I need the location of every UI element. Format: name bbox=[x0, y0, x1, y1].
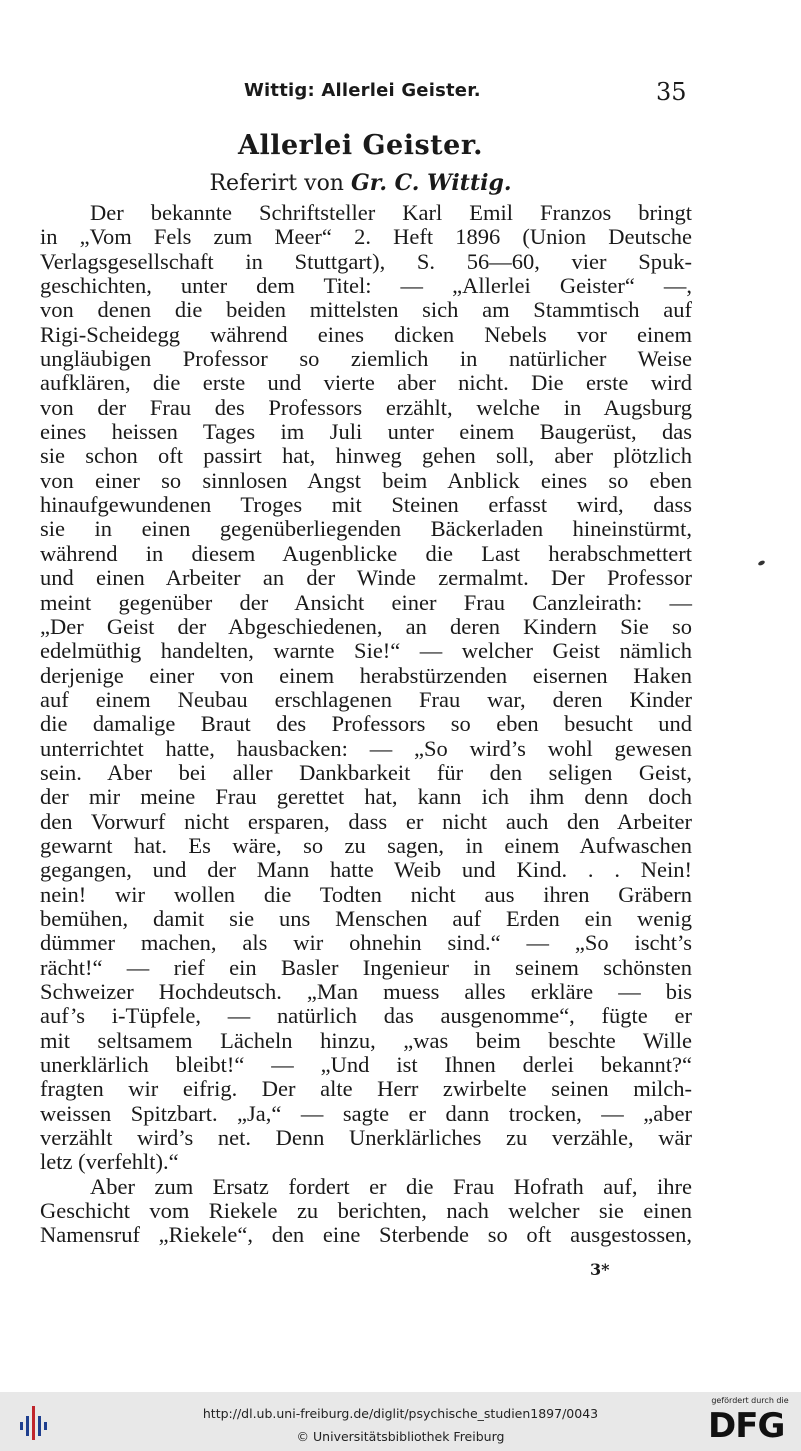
dfg-logo: DFG bbox=[708, 1406, 785, 1446]
scan-speck bbox=[757, 560, 765, 567]
running-title: Wittig: Allerlei Geister. bbox=[244, 80, 481, 101]
text-line: Geschicht vom Riekele zu berichten, nach welcher sie einen bbox=[40, 1198, 692, 1224]
text-line: sein. Aber bei aller Dankbarkeit für den seligen Geist, bbox=[40, 759, 692, 785]
text-line: gewarnt hat. Es wäre, so zu sagen, in einem Aufwaschen bbox=[40, 832, 692, 858]
text-line: Verlagsgesellschaft in Stuttgart), S. 56—60, vier Spuk- bbox=[40, 248, 692, 274]
byline-author: Gr. C. Wittig. bbox=[350, 170, 512, 196]
text-line: sie in einen gegenüberliegenden Bäckerladen hineinstürmt, bbox=[40, 516, 692, 542]
text-line: Der bekannte Schriftsteller Karl Emil Franzos bringt bbox=[90, 200, 692, 225]
text-line: rächt!“ — rief ein Basler Ingenieur in seinem schönsten bbox=[40, 954, 692, 980]
text-line: in „Vom Fels zum Meer“ 2. Heft 1896 (Union Deutsche bbox=[40, 224, 692, 250]
text-line: die damalige Braut des Professors so eben besucht und bbox=[40, 711, 692, 737]
text-line: „Der Geist der Abgeschiedenen, an deren Kindern Sie so bbox=[40, 613, 692, 639]
running-head bbox=[0, 80, 801, 110]
footer-copyright: © Universitätsbibliothek Freiburg bbox=[296, 1429, 505, 1444]
text-line: auf’s i-Tüpfele, — natürlich das ausgenomme“, fügte er bbox=[40, 1003, 692, 1029]
text-line: bemühen, damit sie uns Menschen auf Erden ein wenig bbox=[40, 905, 692, 931]
text-line: edelmüthig handelten, warnte Sie!“ — welcher Geist nämlich bbox=[40, 638, 692, 664]
text-line: dümmer machen, als wir ohnehin sind.“ — „So ischt’s bbox=[40, 930, 692, 956]
text-line: gegangen, und der Mann hatte Weib und Kind. . . Nein! bbox=[40, 857, 692, 883]
text-line: von der Frau des Professors erzählt, welche in Augsburg bbox=[40, 394, 692, 420]
text-line: von einer so sinnlosen Angst beim Anblick eines so eben bbox=[40, 467, 692, 493]
text-line: weissen Spitzbart. „Ja,“ — sagte er dann trocken, — „aber bbox=[40, 1100, 692, 1126]
byline bbox=[0, 170, 721, 196]
text-line: geschichten, unter dem Titel: — „Allerlei Geister“ —, bbox=[40, 273, 692, 299]
dfg-caption: gefördert durch die bbox=[711, 1396, 789, 1405]
text-line: während in diesem Augenblicke die Last herabschmettert bbox=[40, 540, 692, 566]
text-line: auf einem Neubau erschlagenen Frau war, deren Kinder bbox=[40, 686, 692, 712]
text-line: und einen Arbeiter an der Winde zermalmt. Der Professor bbox=[40, 565, 692, 591]
text-line: eines heissen Tages im Juli unter einem Baugerüst, das bbox=[40, 419, 692, 445]
body-text bbox=[40, 201, 692, 1248]
text-line: unterrichtet hatte, hausbacken: — „So wird’s wohl gewesen bbox=[40, 735, 692, 761]
article-title: Allerlei Geister. bbox=[238, 130, 483, 161]
text-line: aufklären, die erste und vierte aber nicht. Die erste wird bbox=[40, 370, 692, 396]
text-line: meint gegenüber der Ansicht einer Frau Canzleirath: — bbox=[40, 589, 692, 615]
text-line: von denen die beiden mittelsten sich am Stammtisch auf bbox=[40, 297, 692, 323]
text-line: letz (verfehlt).“ bbox=[40, 1149, 179, 1175]
text-line: fragten wir eifrig. Der alte Herr zwirbelte seinen milch- bbox=[40, 1076, 692, 1102]
text-line: Schweizer Hochdeutsch. „Man muess alles erkläre — bis bbox=[40, 979, 692, 1004]
text-line: sie schon oft passirt hat, hinweg gehen soll, aber plötzlich bbox=[40, 443, 692, 469]
text-line: verzählt wird’s net. Denn Unerklärliches zu verzähle, wär bbox=[40, 1125, 692, 1151]
text-line: derjenige einer von einem herabstürzenden eisernen Haken bbox=[40, 662, 692, 688]
text-line: hinaufgewundenen Troges mit Steinen erfasst wird, dass bbox=[40, 492, 692, 518]
dfg-funding-block bbox=[706, 1396, 794, 1448]
text-line: ungläubigen Professor so ziemlich in natürlicher Weise bbox=[40, 346, 692, 372]
text-line: unerklärlich bleibt!“ — „Und ist Ihnen derlei bekannt?“ bbox=[40, 1052, 692, 1078]
text-line: der mir meine Frau gerettet hat, kann ich ihm denn doch bbox=[40, 784, 692, 810]
footer-url-link[interactable]: http://dl.ub.uni-freiburg.de/diglit/psychische_studien1897/0043 bbox=[202, 1406, 599, 1421]
footer-bar bbox=[0, 1392, 801, 1451]
text-line: Rigi-Scheidegg während eines dicken Nebels vor einem bbox=[40, 321, 692, 347]
byline-prefix: Referirt von bbox=[209, 171, 344, 196]
text-line: mit seltsamem Lächeln hinzu, „was beim beschte Wille bbox=[40, 1027, 692, 1053]
text-line: nein! wir wollen die Todten nicht aus ihren Gräbern bbox=[40, 881, 692, 907]
text-line: Namensruf „Riekele“, den eine Sterbende so oft ausgestossen, bbox=[40, 1222, 692, 1248]
signature-mark: 3* bbox=[590, 1260, 610, 1279]
text-line: den Vorwurf nicht ersparen, dass er nicht auch den Arbeiter bbox=[40, 808, 692, 834]
text-line: Aber zum Ersatz fordert er die Frau Hofrath auf, ihre bbox=[90, 1173, 692, 1199]
page-number: 35 bbox=[656, 78, 687, 106]
